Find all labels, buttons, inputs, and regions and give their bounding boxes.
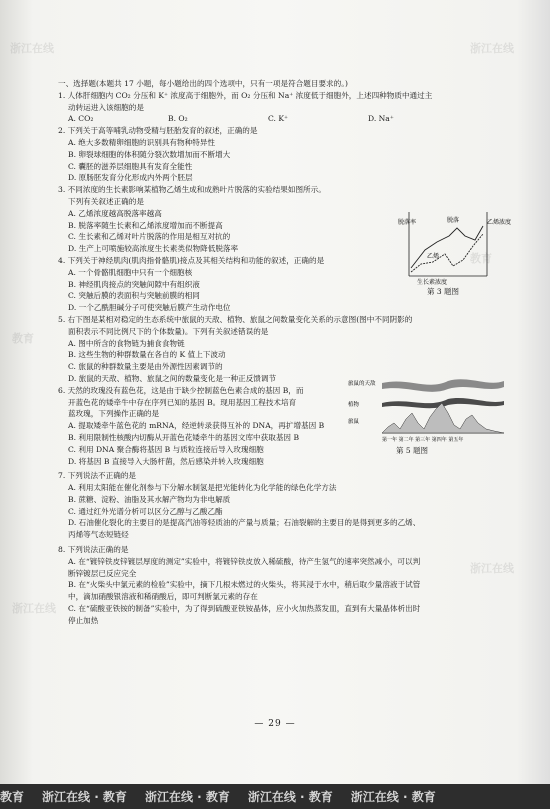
watermark: 教育 [12,332,34,345]
fig3-label-auxin: 生长素浓度 [417,279,448,286]
question-stem: 动转运进入该细胞的是 [68,102,144,112]
choice-a: A. 一个骨骼肌细胞中只有一个细胞核 [68,267,193,277]
choice-c: C. 囊胚的滋养层细胞具有发育全能性 [68,161,193,171]
choice-row [58,113,506,125]
question-stem: 6. 天然的玫瑰没有蓝色花，这是由于缺少控制蓝色色素合成的基因 B，而 [58,385,304,395]
figure-q3-caption: 第 3 题图 [427,287,460,296]
question-stem: 4. 下列关于神经肌肉(肌肉指骨骼肌)接点及其相关结构和功能的叙述，正确的是 [58,255,325,265]
watermark: 教育 [470,252,492,265]
choice-b: B. 蔗糖、淀粉、油脂及其水解产物均为非电解质 [68,494,231,504]
ethylene-curve [411,234,483,272]
question-7 [58,470,506,541]
choice-c: C. 突触后膜的表面积与突触前膜的相同 [68,291,200,301]
choice-d: D. 石油催化裂化的主要目的是提高汽油等轻质油的产量与质量；石油裂解的主要目的是得到更多的乙烯、 [68,518,421,528]
fig3-label-ethylene-conc: 乙烯浓度 [487,219,512,226]
question-stem: 面积表示不同比例尺下的个体数量)。下列有关叙述错误的是 [68,326,269,336]
choice-b: B. 利用限制性核酸内切酶从开蓝色花矮牵牛的基因文库中获取基因 B [68,432,300,442]
choice-b: B. 神经肌肉接点的突触间隙中有组织液 [68,279,200,289]
choice-a: A. 乙烯浓度越高脱落率越高 [68,208,162,218]
choice-c-continued: 停止加热 [68,615,99,625]
predator-band [382,379,504,392]
choice-d: D. 生产上可喷施较高浓度生长素类似物降低脱落率 [68,244,239,254]
question-stem: 1. 人体肝细胞内 CO₂ 分压和 K⁺ 浓度高于细胞外，而 O₂ 分压和 Na⁺ 浓度低于细胞外，上述四种物质中通过主 [58,90,433,100]
fig5-label-predator: 旅鼠的天敌 [348,381,376,387]
fig3-label-dropout: 脱落 [447,217,460,224]
choice-a: A. 利用太阳能在催化剂参与下分解水制氢是把光能转化为化学能的绿色化学方法 [68,483,337,493]
choice-a: A. 图中所含的食物链为捕食食物链 [68,338,185,348]
choice-a: A. CO₂ [68,114,94,124]
page-number: — 29 — [254,719,296,729]
choice-a: A. 绝大多数精卵细胞的识别具有物种特异性 [68,137,215,147]
question-8 [58,544,506,627]
choice-c: C. 生长素和乙烯对叶片脱落的作用是相互对抗的 [68,232,231,242]
footer-text: 浙江在线 · 教育 [350,790,436,804]
footer-text: 浙江在线 · 教育 [144,790,230,804]
question-stem: 2. 下列关于高等哺乳动物受精与胚胎发育的叙述，正确的是 [58,126,258,136]
choice-a: A. 提取矮牵牛蓝色花的 mRNA，经逆转录获得互补的 DNA，再扩增基因 B [68,421,325,431]
fig5-axis-years: 第一年 第二年 第三年 第四年 第五年 [382,437,464,443]
choice-b: B. 这些生物的种群数量在各自的 K 值上下波动 [68,350,226,360]
figure-q3 [395,206,512,298]
question-stem: 开蓝色花的矮牵牛中存在序列已知的基因 B。现用基因工程技术培育 [68,397,297,407]
section-header: 一、选择题(本题共 17 小题，每小题给出的四个选项中，只有一项是符合题目要求的。) [58,79,348,88]
choice-c: C. K⁺ [268,114,289,124]
figure-q3-graph [395,206,512,286]
watermark: 浙江在线 [470,42,514,55]
choice-c: C. 通过红外光谱分析可以区分乙醇与乙酸乙酯 [68,506,223,516]
question-stem: 3. 不同浓度的生长素影响某植物乙烯生成和成熟叶片脱落的实验结果如图所示。 [58,185,326,195]
lemming-area [382,403,504,433]
choice-a: A. 在“镀锌铁皮锌镀层厚度的测定”实验中，将镀锌铁皮放入稀硫酸，待产生氢气的速率突然减小，可以判 [68,556,421,566]
question-1 [58,90,506,125]
fig3-label-ethylene: 乙烯 [427,253,440,260]
figure-q5 [348,373,508,455]
choice-d: D. 原肠胚发育分化形成内外两个胚层 [68,173,193,183]
choice-d: D. Na⁺ [368,114,394,124]
footer-banner [0,784,550,809]
question-stem: 5. 右下图是某相对稳定的生态系统中旅鼠的天敌、植物、旅鼠之间数量变化关系的示意图(图中不同阴影的 [58,314,413,324]
question-stem: 8. 下列说法正确的是 [58,545,129,555]
choice-b-continued: 中，滴加硝酸银溶液和稀硝酸后，即可判断氯元素的存在 [68,592,258,602]
figure-q5-caption: 第 5 题图 [396,446,429,455]
footer-text: 浙江在线 · 教育 [247,790,333,804]
choice-c: C. 利用 DNA 聚合酶将基因 B 与质粒连接后导入玫瑰细胞 [68,444,264,454]
question-substem: 下列有关叙述正确的是 [68,196,144,206]
watermark: 浙江在线 [10,42,54,55]
question-2 [58,125,506,184]
figure-q5-graph [348,373,508,445]
choice-c: C. 旅鼠的种群数量主要是由外源性因素调节的 [68,362,223,372]
choice-c: C. 在“硫酸亚铁铵的制备”实验中，为了得到硫酸亚铁铵晶体，应小火加热蒸发皿，直到有大量晶体析出时 [68,604,421,614]
question-content [58,78,506,627]
question-stem: 蓝玫瑰，下列操作正确的是 [68,409,160,419]
choice-b: B. 卵裂球细胞的体积随分裂次数增加而不断增大 [68,149,231,159]
choice-a-continued: 断锌镀层已反应完全 [68,568,137,578]
fig5-label-lemming: 旅鼠 [348,419,360,425]
question-stem: 7. 下列说法不正确的是 [58,471,137,481]
choice-b: B. 在“火柴头中氯元素的检验”实验中，摘下几根未燃过的火柴头，将其浸于水中，稍后取少量溶液于试管 [68,580,421,590]
choice-d-continued: 丙烯等气态短链烃 [68,530,129,540]
footer-text: 教育 [0,790,25,804]
choice-d: D. 旅鼠的天敌、植物、旅鼠之间的数量变化是一种正反馈调节 [68,373,277,383]
choice-b: B. 脱落率随生长素和乙烯浓度增加而不断提高 [68,220,223,230]
watermark: 浙江在线 [12,602,56,615]
choice-d: D. 将基因 B 直接导入大肠杆菌，然后感染并转入玫瑰细胞 [68,456,264,466]
choice-d: D. 一个乙酰胆碱分子可使突触后膜产生动作电位 [68,303,231,313]
fig5-label-plant: 植物 [348,402,360,408]
fig3-label-dropout-rate: 脱落率 [398,219,417,226]
footer-text: 浙江在线 · 教育 [42,790,127,804]
watermark: 浙江在线 [470,562,514,575]
choice-b: B. O₂ [168,114,188,124]
